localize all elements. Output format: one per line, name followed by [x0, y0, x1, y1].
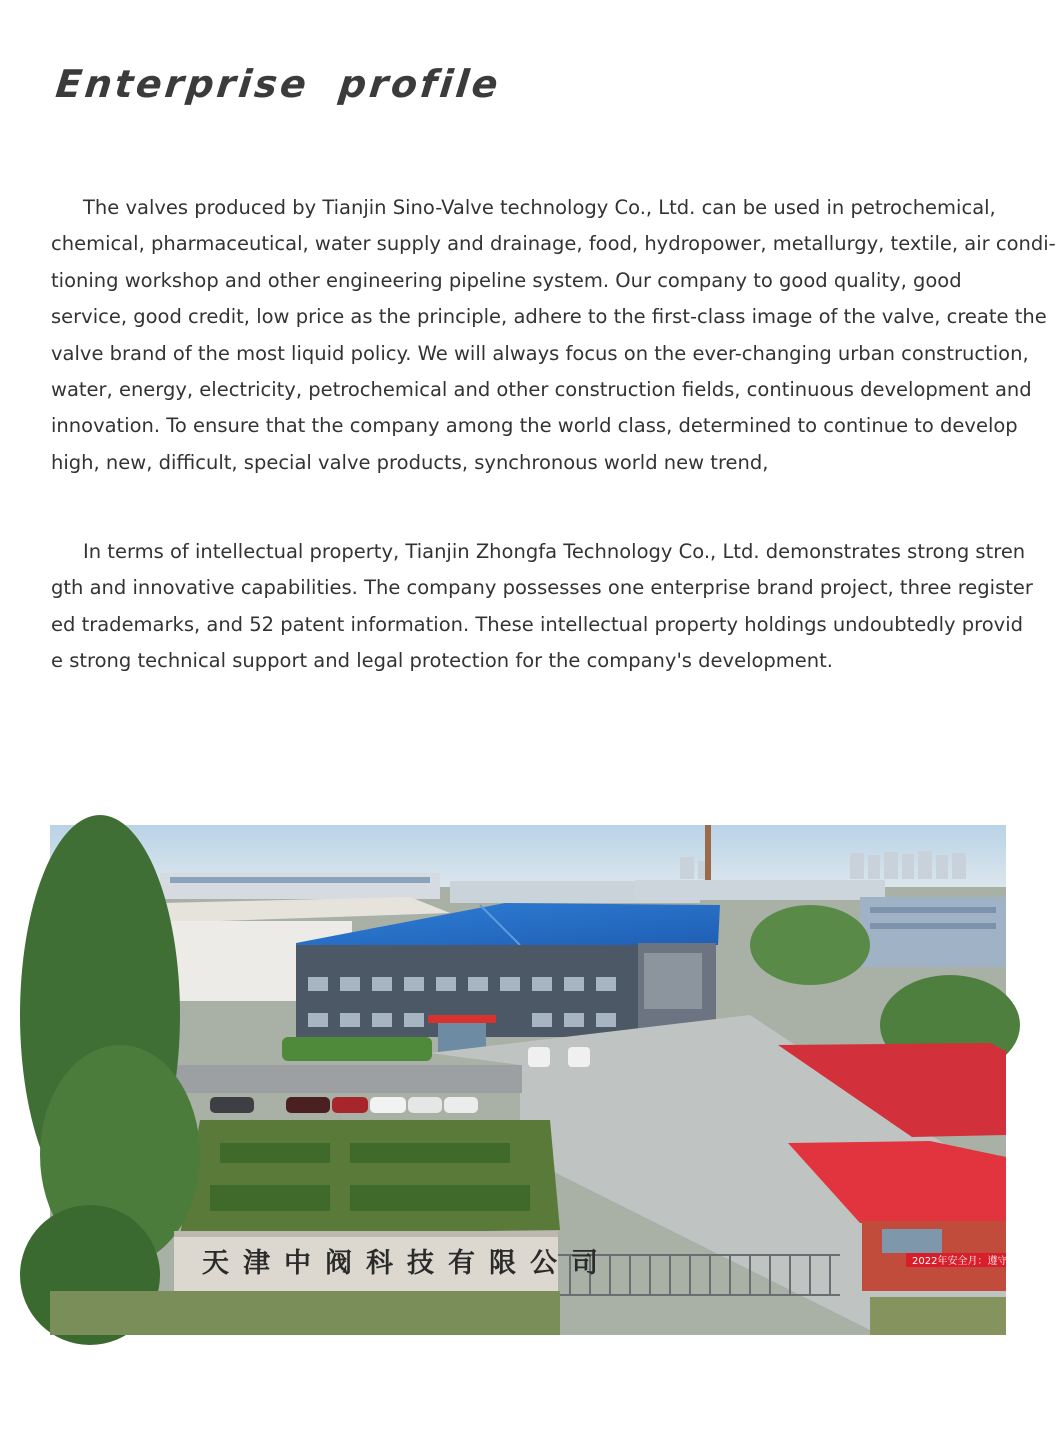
- foreground-grass: [50, 1291, 560, 1335]
- paragraph-line: service, good credit, low price as the principle, adhere to the first-class image of the valve, create the: [51, 305, 1047, 329]
- chimney: [705, 825, 711, 887]
- paragraph-line: valve brand of the most liquid policy. We will always focus on the ever-changing urban construction,: [51, 341, 1029, 365]
- paragraph-line: ed trademarks, and 52 patent information. These intellectual property holdings undoubtedly provid: [51, 612, 1023, 636]
- paragraph-line: innovation. To ensure that the company among the world class, determined to continue to develop: [51, 414, 1018, 438]
- paragraph-line: gth and innovative capabilities. The company possesses one enterprise brand project, three register: [51, 576, 1033, 600]
- hedge: [282, 1037, 432, 1061]
- loading-door: [644, 953, 702, 1009]
- paragraph-line: e strong technical support and legal protection for the company's development.: [51, 649, 833, 673]
- paragraph-line: The valves produced by Tianjin Sino-Valve technology Co., Ltd. can be used in petrochemical,: [83, 196, 996, 219]
- paragraph-line: In terms of intellectual property, Tianjin Zhongfa Technology Co., Ltd. demonstrates strong stren: [83, 540, 1026, 563]
- company-description-paragraph: [51, 190, 1056, 481]
- paragraph-line: water, energy, electricity, petrochemical and other construction fields, continuous development and: [51, 378, 1032, 402]
- paragraph-line: chemical, pharmaceutical, water supply and drainage, food, hydropower, metallurgy, textile, air condi-: [51, 232, 1056, 256]
- safety-banner-text: 2022年安全月：遵守安全生产: [912, 1256, 1048, 1267]
- page-title: Enterprise profile: [53, 62, 503, 106]
- intellectual-property-paragraph: [51, 534, 1033, 680]
- entrance-canopy: [428, 1015, 496, 1023]
- parking-shelter: [160, 1065, 522, 1093]
- vegetable-garden: [180, 1120, 560, 1235]
- gate-sign-text: 天津中阀科技有限公司: [202, 1248, 612, 1279]
- paragraph-line: tioning workshop and other engineering pipeline system. Our company to good quality, good: [51, 268, 962, 292]
- factory-aerial-photo: [50, 825, 1048, 1335]
- paragraph-line: high, new, difficult, special valve products, synchronous world new trend,: [51, 450, 769, 474]
